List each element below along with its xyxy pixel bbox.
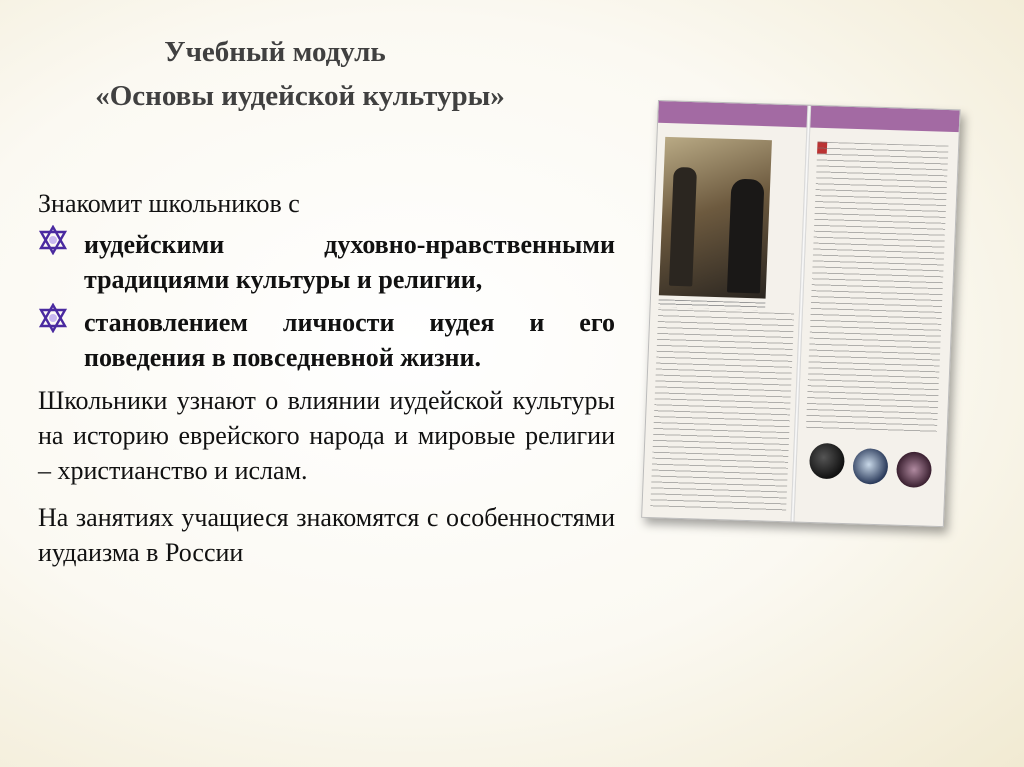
textbook-image	[640, 92, 985, 597]
figure-silhouette	[669, 167, 697, 287]
text-block-left	[650, 309, 794, 511]
bullet-text: иудейскими духовно-нравственными традициями культуры и религии,	[84, 230, 615, 294]
title-line-2: «Основы иудейской культуры»	[95, 80, 505, 112]
intro-text: Знакомит школьников с	[38, 189, 300, 218]
paragraph: На занятиях учащиеся знакомятся с особенностями иудаизма в России	[38, 503, 615, 567]
title-line-1: Учебный модуль	[164, 36, 386, 68]
slide-title	[40, 30, 620, 118]
kippah-image	[896, 451, 932, 488]
book-photo	[659, 137, 772, 299]
bullet-text: становлением личности иудея и его поведения в повседневной жизни.	[84, 308, 615, 372]
text-block-right	[806, 142, 949, 433]
page-header-left	[658, 101, 809, 127]
bullet-item	[38, 305, 615, 375]
kippah-image	[852, 448, 888, 485]
page-header-right	[808, 106, 959, 132]
kippah-image	[809, 443, 845, 480]
star-of-david-icon	[38, 303, 68, 333]
star-of-david-icon	[38, 225, 68, 255]
figure-silhouette	[727, 179, 765, 294]
open-book	[641, 100, 961, 527]
slide-body	[38, 186, 615, 570]
paragraph: Школьники узнают о влиянии иудейской культуры на историю еврейского народа и мировые религии – христианство и ислам.	[38, 386, 615, 485]
bullet-item	[38, 227, 615, 297]
